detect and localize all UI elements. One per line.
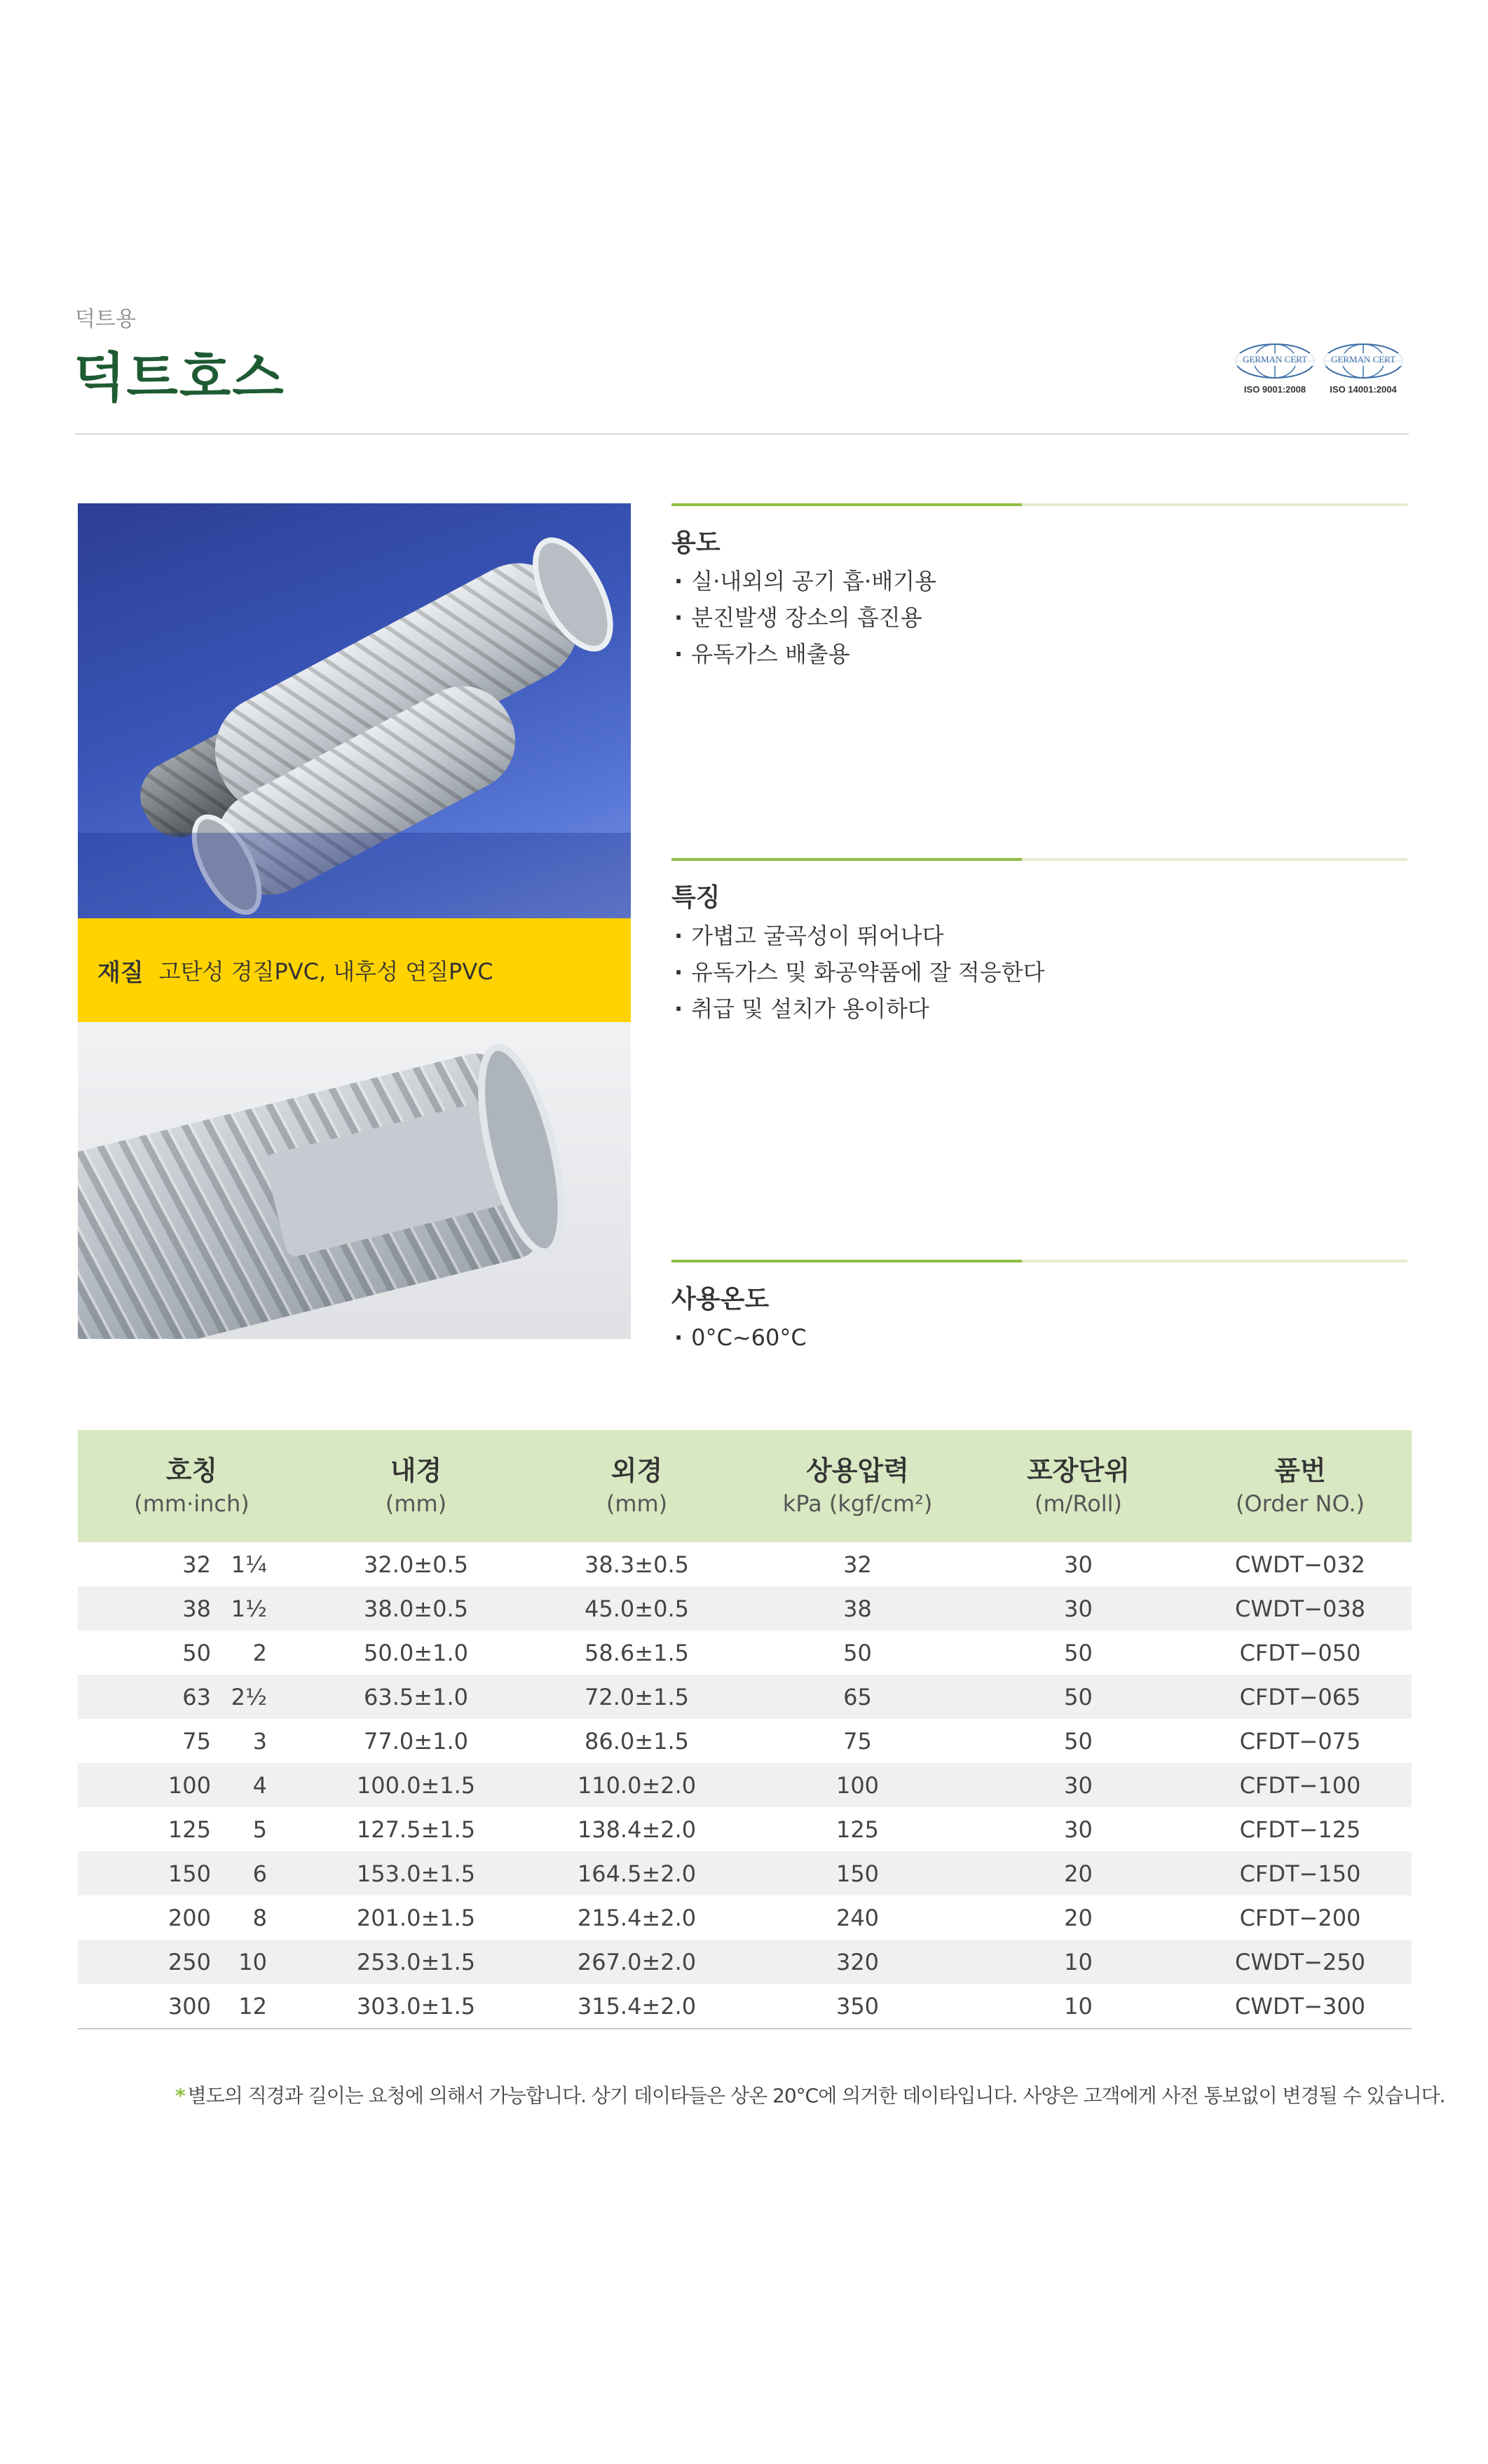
cell-nominal-inch: 2 — [252, 1639, 267, 1666]
material-value: 고탄성 경질PVC, 내후성 연질PVC — [158, 958, 493, 985]
cell-outer-diameter: 86.0±1.5 — [585, 1727, 689, 1755]
cell-pressure: 150 — [835, 1860, 880, 1887]
cell-nominal-inch: 5 — [252, 1816, 267, 1843]
cell-inner-diameter: 100.0±1.5 — [356, 1771, 476, 1799]
product-photo-hoses-blue — [78, 503, 631, 918]
cell-order-no: CWDT−032 — [1234, 1551, 1366, 1578]
cell-order-no: CWDT−038 — [1234, 1595, 1366, 1622]
table-row — [78, 1542, 1412, 1586]
cell-nominal — [78, 1719, 306, 1763]
iso-14001-label: ISO 14001:2004 — [1330, 384, 1397, 395]
cell-inner-diameter: 153.0±1.5 — [356, 1860, 476, 1887]
cell-nominal-mm: 300 — [168, 1992, 211, 2020]
cell-inner-diameter: 38.0±0.5 — [364, 1595, 468, 1622]
material-banner — [78, 918, 631, 1022]
cell-outer-diameter: 72.0±1.5 — [585, 1683, 689, 1710]
features-list — [671, 918, 1407, 1027]
cell-outer-diameter: 58.6±1.5 — [585, 1639, 689, 1666]
list-item: · 취급 및 설치가 용이하다 — [671, 991, 1407, 1027]
cell-pack-unit: 30 — [1064, 1816, 1093, 1843]
cell-pressure: 240 — [835, 1904, 880, 1931]
page-title: 덕트호스 — [74, 346, 285, 409]
footnote-text: 별도의 직경과 길이는 요청에 의해서 가능합니다. 상기 데이타들은 상온 20°C에 의거한 데이타입니다. 사양은 고객에게 사전 통보없이 변경될 수 있습니다. — [187, 2084, 1445, 2107]
temperature-section — [671, 1260, 1407, 1356]
column-header: 포장단위 (m/Roll) — [1027, 1455, 1130, 1517]
table-row — [78, 1895, 1412, 1940]
cell-nominal-mm: 150 — [168, 1860, 211, 1887]
column-header: 품번 (Order NO.) — [1235, 1455, 1365, 1517]
features-title: 특징 — [671, 883, 721, 912]
usage-section — [671, 503, 1407, 672]
table-row — [78, 1719, 1412, 1763]
cell-nominal — [78, 1984, 306, 2029]
cell-outer-diameter: 110.0±2.0 — [577, 1771, 697, 1799]
cell-pressure: 75 — [843, 1727, 872, 1755]
cell-pack-unit: 50 — [1064, 1727, 1093, 1755]
cell-order-no: CFDT−065 — [1239, 1683, 1361, 1710]
cell-pressure: 100 — [835, 1771, 880, 1799]
cell-nominal — [78, 1940, 306, 1984]
cell-outer-diameter: 164.5±2.0 — [577, 1860, 697, 1887]
cell-nominal — [78, 1586, 306, 1631]
list-item: · 실·내외의 공기 흡·배기용 — [671, 563, 1407, 599]
cell-pressure: 320 — [835, 1948, 880, 1975]
cell-outer-diameter: 138.4±2.0 — [577, 1816, 697, 1843]
cell-nominal — [78, 1542, 306, 1586]
table-row — [78, 1984, 1412, 2029]
cell-nominal-inch: 1¼ — [231, 1551, 267, 1578]
cell-order-no: CWDT−250 — [1234, 1948, 1366, 1975]
seal-text: GERMAN CERT — [1234, 353, 1316, 366]
temperature-title: 사용온도 — [671, 1285, 770, 1314]
cell-nominal-inch: 6 — [252, 1860, 267, 1887]
cell-pack-unit: 50 — [1064, 1683, 1093, 1710]
cell-inner-diameter: 50.0±1.0 — [364, 1639, 468, 1666]
cell-inner-diameter: 303.0±1.5 — [306, 1984, 526, 2029]
cell-inner-diameter: 32.0±0.5 — [364, 1551, 468, 1578]
cell-nominal — [78, 1631, 306, 1675]
cell-pressure: 125 — [835, 1816, 880, 1843]
material-label: 재질 — [97, 958, 144, 987]
column-header: 외경 (mm) — [606, 1455, 668, 1517]
cell-nominal-inch: 12 — [238, 1992, 267, 2020]
column-header: 내경 (mm) — [385, 1455, 447, 1517]
cell-nominal-mm: 32 — [182, 1551, 211, 1578]
cell-nominal-inch: 3 — [252, 1727, 267, 1755]
cell-pack-unit: 50 — [1064, 1639, 1093, 1666]
features-section — [671, 858, 1407, 1027]
cell-pack-unit: 20 — [1064, 1904, 1093, 1931]
cell-pack-unit: 30 — [1064, 1595, 1093, 1622]
table-row — [78, 1851, 1412, 1895]
table-row — [78, 1631, 1412, 1675]
cell-nominal-inch: 4 — [252, 1771, 267, 1799]
cell-outer-diameter: 315.4±2.0 — [526, 1984, 747, 2029]
cell-inner-diameter: 201.0±1.5 — [356, 1904, 476, 1931]
section-divider — [671, 1260, 1407, 1262]
cell-outer-diameter: 215.4±2.0 — [577, 1904, 697, 1931]
usage-title: 용도 — [671, 529, 721, 557]
cell-nominal-mm: 200 — [168, 1904, 211, 1931]
list-item: · 유독가스 및 화공약품에 잘 적응한다 — [671, 954, 1407, 991]
cell-nominal-inch: 2½ — [231, 1683, 267, 1710]
cell-outer-diameter: 38.3±0.5 — [585, 1551, 689, 1578]
cell-order-no: CFDT−050 — [1239, 1639, 1361, 1666]
iso-9001-label: ISO 9001:2008 — [1243, 384, 1306, 395]
column-header: 상용압력 kPa (kgf/cm²) — [782, 1455, 933, 1517]
cell-nominal-mm: 63 — [182, 1683, 211, 1710]
german-cert-globe-icon — [1234, 342, 1316, 380]
cell-nominal-mm: 250 — [168, 1948, 211, 1975]
cell-pack-unit: 20 — [1064, 1860, 1093, 1887]
cell-nominal-inch: 10 — [238, 1948, 267, 1975]
product-photo-hose-closeup — [78, 1022, 631, 1339]
cell-inner-diameter: 63.5±1.0 — [364, 1683, 468, 1710]
cell-nominal-inch: 1½ — [231, 1595, 267, 1622]
list-item: · 분진발생 장소의 흡진용 — [671, 599, 1407, 636]
cell-pack-unit: 10 — [968, 1984, 1189, 2029]
cell-nominal-mm: 75 — [182, 1727, 211, 1755]
category-label: 덕트용 — [75, 307, 136, 332]
section-divider — [671, 503, 1407, 506]
section-divider — [671, 858, 1407, 861]
list-item: · 가볍고 굴곡성이 뛰어나다 — [671, 918, 1407, 954]
table-body — [78, 1542, 1412, 2029]
temperature-list — [671, 1319, 1407, 1356]
table-row — [78, 1807, 1412, 1851]
cell-order-no: CFDT−200 — [1239, 1904, 1361, 1931]
table-row — [78, 1763, 1412, 1807]
cell-nominal — [78, 1895, 306, 1940]
cell-pack-unit: 10 — [1064, 1948, 1093, 1975]
cell-pack-unit: 30 — [1064, 1551, 1093, 1578]
list-item: · 유독가스 배출용 — [671, 636, 1407, 672]
footnote-mark: * — [175, 2084, 185, 2107]
cell-nominal-mm: 125 — [168, 1816, 211, 1843]
cell-order-no: CFDT−150 — [1239, 1860, 1361, 1887]
cell-nominal — [78, 1675, 306, 1719]
cell-pressure: 50 — [843, 1639, 872, 1666]
cell-pressure: 32 — [843, 1551, 872, 1578]
cell-nominal-inch: 8 — [252, 1904, 267, 1931]
cell-order-no: CFDT−125 — [1239, 1816, 1361, 1843]
cell-nominal-mm: 100 — [168, 1771, 211, 1799]
seal-text: GERMAN CERT — [1322, 353, 1405, 366]
cell-pressure: 350 — [747, 1984, 968, 2029]
cell-pressure: 65 — [843, 1683, 872, 1710]
column-header: 호칭 (mm·inch) — [134, 1455, 250, 1517]
table-row — [78, 1940, 1412, 1984]
cell-order-no: CFDT−075 — [1239, 1727, 1361, 1755]
header-divider — [75, 433, 1409, 435]
cell-nominal-mm: 38 — [182, 1595, 211, 1622]
table-row — [78, 1675, 1412, 1719]
cell-pack-unit: 30 — [1064, 1771, 1093, 1799]
cell-inner-diameter: 253.0±1.5 — [356, 1948, 476, 1975]
list-item: · 0°C~60°C — [671, 1319, 1407, 1356]
cell-nominal — [78, 1851, 306, 1895]
cell-order-no: CWDT−300 — [1189, 1984, 1412, 2029]
cell-outer-diameter: 45.0±0.5 — [585, 1595, 689, 1622]
german-cert-globe-icon — [1322, 342, 1405, 380]
spec-table — [78, 1430, 1412, 2029]
cell-order-no: CFDT−100 — [1239, 1771, 1361, 1799]
spec-table-wrapper — [78, 1430, 1412, 2029]
cell-inner-diameter: 127.5±1.5 — [356, 1816, 476, 1843]
usage-list — [671, 563, 1407, 672]
footnote — [175, 2081, 1445, 2109]
table-row — [78, 1586, 1412, 1631]
certification-logos — [1234, 342, 1409, 405]
cell-nominal — [78, 1763, 306, 1807]
cell-nominal-mm: 50 — [182, 1639, 211, 1666]
cell-outer-diameter: 267.0±2.0 — [577, 1948, 697, 1975]
table-header-row — [78, 1430, 1412, 1542]
cell-inner-diameter: 77.0±1.0 — [364, 1727, 468, 1755]
cell-nominal — [78, 1807, 306, 1851]
cell-pressure: 38 — [843, 1595, 872, 1622]
